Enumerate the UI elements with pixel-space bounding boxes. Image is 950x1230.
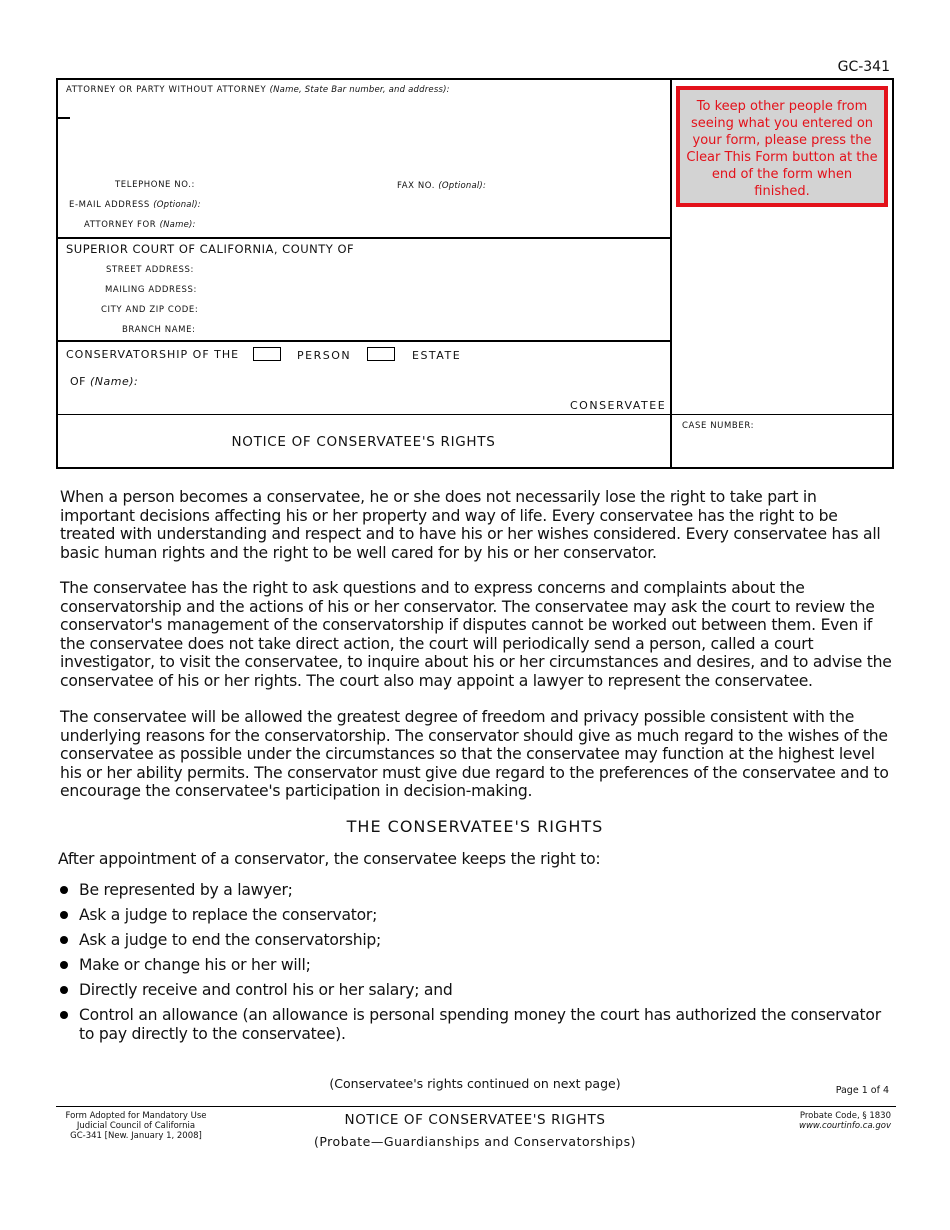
footer-title: NOTICE OF CONSERVATEE'S RIGHTS: [344, 1112, 606, 1128]
caption-divider: [670, 78, 672, 469]
conservatee-label: CONSERVATEE: [570, 399, 667, 412]
page-number: Page 1 of 4: [835, 1085, 889, 1096]
telephone-label: TELEPHONE NO.:: [115, 180, 195, 190]
fax-label: FAX NO. (Optional):: [397, 181, 487, 191]
branch-name-label: BRANCH NAME:: [122, 325, 196, 335]
section-title: THE CONSERVATEE'S RIGHTS: [346, 817, 604, 836]
continued-note: (Conservatee's rights continued on next page): [329, 1076, 621, 1091]
person-label: PERSON: [297, 349, 352, 362]
paragraph-1: When a person becomes a conservatee, he or she does not necessarily lose the right to take part in important decisions affecting his or her property and way of life. Every conservatee has the right to be treated with understanding and respect and to have his or her wishes considered. Every conservatee has all basic human rights and the right to be well cared for by his or her conservator.: [60, 488, 881, 562]
bullet-icon: [60, 911, 68, 919]
bullet-icon: [60, 986, 68, 994]
text-cursor[interactable]: [58, 117, 70, 119]
form-title: NOTICE OF CONSERVATEE'S RIGHTS: [231, 434, 496, 450]
adopted-note: Form Adopted for Mandatory Use Judicial Council of California GC-341 [New. January 1, 2008]: [65, 1111, 207, 1141]
case-number-label: CASE NUMBER:: [682, 421, 755, 431]
mailing-address-label: MAILING ADDRESS:: [105, 285, 197, 295]
attorney-label: ATTORNEY OR PARTY WITHOUT ATTORNEY (Name, State Bar number, and address):: [66, 85, 450, 95]
estate-label: ESTATE: [412, 349, 462, 362]
person-checkbox[interactable]: [253, 347, 281, 361]
divider-title: [56, 414, 894, 415]
form-id: GC-341: [837, 59, 890, 75]
conservatorship-label: CONSERVATORSHIP OF THE: [66, 348, 240, 361]
attorney-for-label: ATTORNEY FOR (Name):: [84, 220, 196, 230]
bullet-icon: [60, 1011, 68, 1019]
street-address-label: STREET ADDRESS:: [106, 265, 194, 275]
bullet-icon: [60, 961, 68, 969]
footer-divider: [56, 1106, 896, 1107]
footer-subtitle: (Probate—Guardianships and Conservatorships): [313, 1134, 636, 1149]
code-reference: Probate Code, § 1830 www.courtinfo.ca.gov: [799, 1111, 891, 1131]
bullet-icon: [60, 886, 68, 894]
city-zip-label: CITY AND ZIP CODE:: [101, 305, 199, 315]
court-title: SUPERIOR COURT OF CALIFORNIA, COUNTY OF: [66, 242, 355, 256]
bullet-icon: [60, 936, 68, 944]
divider-court: [56, 340, 671, 342]
privacy-notice: To keep other people from seeing what you entered on your form, please press the Clear This Form button at the end of the form when finished.: [676, 86, 888, 207]
paragraph-3: The conservatee will be allowed the greatest degree of freedom and privacy possible consistent with the underlying reasons for the conservatorship. The conservator should give as much regard to the wishes of the conservatee as possible under the circumstances so that the conservatee may function at the highest level his or her ability permits. The conservator must give due regard to the preferences of the conservatee and to encourage the conservatee's participation in decision-making.: [60, 708, 889, 801]
divider-attorney: [56, 237, 671, 239]
estate-checkbox[interactable]: [367, 347, 395, 361]
paragraph-2: The conservatee has the right to ask questions and to express concerns and complaints about the conservatorship and the actions of his or her conservator. The conservatee may ask the court to review the conservator's management of the conservatorship if disputes cannot be worked out between them. Even if the conservatee does not take direct action, the court will periodically send a person, called a court investigator, to visit the conservatee, to inquire about his or her circumstances and desires, and to advise the conservatee of his or her rights. The court also may appoint a lawyer to represent the conservatee.: [60, 579, 892, 690]
email-label: E-MAIL ADDRESS (Optional):: [69, 200, 201, 210]
rights-intro: After appointment of a conservator, the conservatee keeps the right to:: [58, 850, 601, 868]
of-name-label: OF (Name):: [70, 375, 139, 388]
